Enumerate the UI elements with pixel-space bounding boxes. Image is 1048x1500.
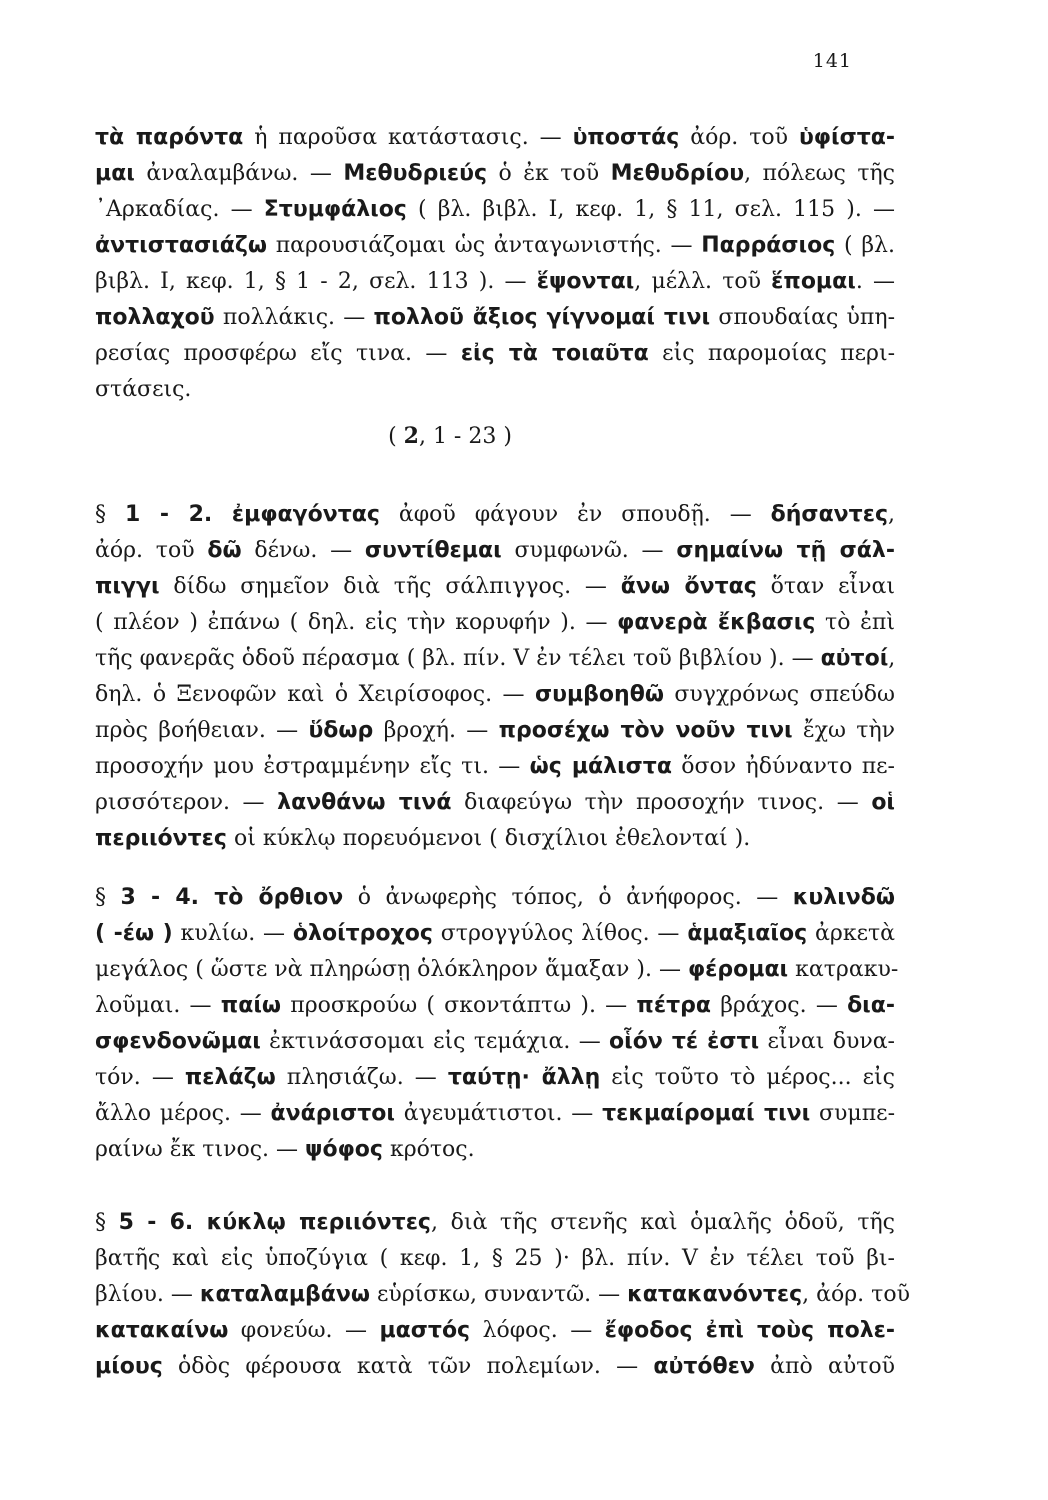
line-text: , <box>888 502 895 527</box>
text-line <box>95 713 895 749</box>
bold-term: Παρράσιος <box>701 233 836 258</box>
line-text: , ἀόρ. τοῦ <box>802 1282 910 1307</box>
bold-term: τὰ παρόντα <box>95 125 244 150</box>
line-text: τῆς φανερᾶς ὁδοῦ πέρασμα ( βλ. πίν. V ἐν τέλει τοῦ βιβλίου ). — <box>95 646 821 671</box>
line-text: , πόλεως τῆς <box>744 161 895 186</box>
text-line <box>95 1277 910 1313</box>
line-text: . — <box>855 269 895 294</box>
line-text: ρισσότερον. — <box>95 790 278 815</box>
bold-term: 3 - 4. τὸ ὄρθιον <box>120 885 344 910</box>
text-line <box>95 641 895 677</box>
line-text: φονεύω. — <box>228 1318 380 1343</box>
bold-term: εἰς τὰ τοιαῦτα <box>460 341 649 366</box>
line-text: ἔχω τὴν <box>792 718 895 743</box>
text-line <box>95 952 899 988</box>
bold-term: δια- <box>847 993 895 1018</box>
text-line <box>95 228 895 264</box>
bold-term: ἔφοδος ἐπὶ τοὺς πολε- <box>604 1318 895 1343</box>
paragraph-1-2 <box>95 497 895 857</box>
text-line <box>95 821 895 857</box>
heading-open: ( <box>388 424 404 449</box>
line-text: εἶναι δυνα- <box>759 1029 895 1054</box>
line-text: εὑρίσκω, συναντῶ. — <box>369 1282 628 1307</box>
bold-term: ( -έω ) <box>95 921 173 946</box>
bold-term: ἀνάριστοι <box>270 1101 395 1126</box>
bold-term: μαι <box>95 161 135 186</box>
bold-term: Στυμφάλιος <box>263 197 407 222</box>
text-line <box>95 916 895 952</box>
text-line <box>95 880 895 916</box>
line-text: τόν. — <box>95 1065 185 1090</box>
line-text: ἡ παροῦσα κατάστασις. — <box>243 125 573 150</box>
text-line <box>95 785 895 821</box>
bold-term: ὑποστάς <box>572 125 680 150</box>
line-text: , διὰ τῆς στενῆς καὶ ὁμαλῆς ὁδοῦ, τῆς <box>430 1210 895 1235</box>
bold-term: παίω <box>220 993 282 1018</box>
line-text: δένω. — <box>241 538 365 563</box>
paragraph-3-4 <box>95 880 899 1168</box>
bold-term: φανερὰ ἔκβασις <box>617 610 816 635</box>
bold-term: μίους <box>95 1354 163 1379</box>
line-text: ραίνω ἔκ τινος. — <box>95 1137 305 1162</box>
bold-term: κυλινδῶ <box>792 885 895 910</box>
page-number: 141 <box>812 50 852 72</box>
bold-term: ὁλοίτροχος <box>292 921 433 946</box>
bold-term: ὑφίστα- <box>798 125 895 150</box>
bold-term: πελάζω <box>184 1065 276 1090</box>
text-line <box>95 569 895 605</box>
heading-rest: , 1 - 23 ) <box>418 424 512 449</box>
bold-term: οἱ <box>871 790 895 815</box>
line-text: πρὸς βοήθειαν. — <box>95 718 309 743</box>
line-text: ἀρκετὰ <box>807 921 895 946</box>
line-text: ὁ ἀνωφερὴς τόπος, ὁ ἀνήφορος. — <box>343 885 793 910</box>
bold-term: ἕψονται <box>536 269 635 294</box>
line-text: δίδω σημεῖον διὰ τῆς σάλπιγγος. — <box>159 574 621 599</box>
text-line <box>95 533 895 569</box>
bold-term: προσέχω τὸν νοῦν τινι <box>498 718 793 743</box>
line-text: ἐκτινάσσομαι εἰς τεμάχια. — <box>260 1029 610 1054</box>
text-line <box>95 1132 895 1168</box>
line-text: δηλ. ὁ Ξενοφῶν καὶ ὁ Χειρίσοφος. — <box>95 682 535 707</box>
bold-term: περιιόντες <box>95 826 227 851</box>
text-line <box>95 1349 895 1385</box>
line-text: βλίου. — <box>95 1282 200 1307</box>
bold-term: 5 - 6. κύκλῳ περιιόντες <box>118 1210 431 1235</box>
line-text: βιβλ. I, κεφ. 1, § 1 - 2, σελ. 113 ). — <box>95 269 537 294</box>
line-text: συγχρόνως σπεύδω <box>663 682 895 707</box>
bold-term: μαστός <box>379 1318 471 1343</box>
bold-term: συντίθεμαι <box>364 538 502 563</box>
intro-paragraph <box>95 120 895 408</box>
line-text: ( βλ. βιβλ. I, κεφ. 1, § 11, σελ. 115 ). — <box>406 197 895 222</box>
text-line <box>95 300 895 336</box>
line-text: διαφεύγω τὴν προσοχήν τινος. — <box>451 790 872 815</box>
line-text: ἀόρ. τοῦ <box>95 538 208 563</box>
line-text: οἱ κύκλῳ πορευόμενοι ( δισχίλιοι ἐθελονταί ). <box>226 826 751 851</box>
line-text: ἀγευμάτιστοι. — <box>394 1101 603 1126</box>
bold-term: δήσαντες <box>770 502 888 527</box>
line-text: ( βλ. <box>835 233 895 258</box>
line-text: τὸ ἐπὶ <box>815 610 896 635</box>
bold-term: κατακαίνω <box>95 1318 229 1343</box>
line-text: βράχος. — <box>710 993 848 1018</box>
line-text: ἀφοῦ φάγουν ἐν σπουδῇ. — <box>379 502 771 527</box>
line-text: παρουσιάζομαι ὡς ἀνταγωνιστής. — <box>266 233 702 258</box>
text-line <box>95 156 895 192</box>
bold-term: συμβοηθῶ <box>535 682 664 707</box>
bold-term: καταλαμβάνω <box>199 1282 370 1307</box>
text-line <box>95 1024 895 1060</box>
text-line <box>95 264 895 300</box>
line-text: § <box>95 1210 119 1235</box>
text-line <box>95 120 895 156</box>
line-text: πολλάκις. — <box>214 305 374 330</box>
line-text: ἀναλαμβάνω. — <box>134 161 344 186</box>
line-text: § <box>95 502 125 527</box>
line-text: ᾿Αρκαδίας. — <box>95 197 264 222</box>
bold-term: οἷόν τέ ἐστι <box>609 1029 760 1054</box>
bold-term: τεκμαίρομαί τινι <box>602 1101 811 1126</box>
text-line <box>95 1313 895 1349</box>
line-text: βατῆς καὶ εἰς ὑποζύγια ( κεφ. 1, § 25 )· βλ. πίν. V ἐν τέλει τοῦ βι- <box>95 1246 895 1271</box>
line-text: ἄλλο μέρος. — <box>95 1101 271 1126</box>
text-line <box>95 372 895 408</box>
text-line <box>95 749 895 785</box>
section-heading <box>0 423 900 449</box>
text-line <box>95 336 895 372</box>
bold-term: 1 - 2. ἐμφαγόντας <box>124 502 380 527</box>
bold-term: φέρομαι <box>687 957 789 982</box>
bold-term: πιγγι <box>95 574 160 599</box>
line-text: κατρακυ- <box>788 957 899 982</box>
paragraph-5-6 <box>95 1205 910 1385</box>
line-text: πλησιάζω. — <box>275 1065 448 1090</box>
bold-term: αὐτόθεν <box>653 1354 755 1379</box>
bold-term: Μεθυδρίου <box>610 161 745 186</box>
line-text: σπουδαίας ὑπη- <box>710 305 896 330</box>
line-text: λοῦμαι. — <box>95 993 221 1018</box>
line-text: μεγάλος ( ὥστε νὰ πληρώσῃ ὁλόκληρον ἅμαξαν ). — <box>95 957 688 982</box>
text-line <box>95 988 895 1024</box>
bold-term: σημαίνω τῇ σάλ- <box>676 538 895 563</box>
bold-term: πολλαχοῦ <box>95 305 215 330</box>
bold-term: ἄνω ὄντας <box>620 574 757 599</box>
bold-term: λανθάνω τινά <box>277 790 452 815</box>
line-text: κρότος. <box>382 1137 475 1162</box>
line-text: συμπε- <box>810 1101 895 1126</box>
line-text: , <box>888 646 896 671</box>
bold-term: ὡς μάλιστα <box>529 754 672 779</box>
bold-term: ἁμαξιαῖος <box>687 921 808 946</box>
line-text: ( πλέον ) ἐπάνω ( δηλ. εἰς τὴν κορυφήν ). — <box>95 610 618 635</box>
text-line <box>95 605 895 641</box>
bold-term: σφενδονῶμαι <box>95 1029 261 1054</box>
bold-term: ὕδωρ <box>308 718 374 743</box>
line-text: ρεσίας προσφέρω εἴς τινα. — <box>95 341 461 366</box>
heading-number: 2 <box>403 423 419 449</box>
line-text: προσκρούω ( σκοντάπτω ). — <box>281 993 637 1018</box>
bold-term: ψόφος <box>305 1137 383 1162</box>
bold-term: πολλοῦ ἄξιος γίγνομαί τινι <box>373 305 711 330</box>
bold-term: ταύτῃ· ἄλλῃ <box>447 1065 601 1090</box>
bold-term: Μεθυδριεύς <box>343 161 488 186</box>
line-text: λόφος. — <box>470 1318 605 1343</box>
bold-term: δῶ <box>207 538 242 563</box>
line-text: ὁδὸς φέρουσα κατὰ τῶν πολεμίων. — <box>162 1354 654 1379</box>
text-line <box>95 497 895 533</box>
text-line <box>95 677 895 713</box>
line-text: συμφωνῶ. — <box>501 538 677 563</box>
bold-term: αὐτοί <box>820 646 889 671</box>
text-line <box>95 1241 895 1277</box>
bold-term: πέτρα <box>636 993 711 1018</box>
line-text: ὅσον ἠδύναντο πε- <box>671 754 895 779</box>
line-text: στάσεις. <box>95 377 192 402</box>
text-line <box>95 192 895 228</box>
line-text: εἰς τοῦτο τὸ μέρος... εἰς <box>600 1065 896 1090</box>
line-text: ὅταν εἶναι <box>756 574 896 599</box>
line-text: , μέλλ. τοῦ <box>634 269 772 294</box>
bold-term: ἀντιστασιάζω <box>95 233 267 258</box>
bold-term: κατακανόντες <box>627 1282 803 1307</box>
line-text: ἀόρ. τοῦ <box>679 125 799 150</box>
line-text: βροχή. — <box>373 718 499 743</box>
line-text: στρογγύλος λίθος. — <box>432 921 688 946</box>
line-text: ὁ ἐκ τοῦ <box>487 161 611 186</box>
line-text: ἀπὸ αὐτοῦ <box>754 1354 895 1379</box>
line-text: προσοχήν μου ἐστραμμένην εἴς τι. — <box>95 754 530 779</box>
text-line <box>95 1205 895 1241</box>
line-text: κυλίω. — <box>172 921 293 946</box>
text-line <box>95 1096 895 1132</box>
line-text: εἰς παρομοίας περι- <box>648 341 896 366</box>
bold-term: ἕπομαι <box>771 269 856 294</box>
text-line <box>95 1060 895 1096</box>
line-text: § <box>95 885 121 910</box>
